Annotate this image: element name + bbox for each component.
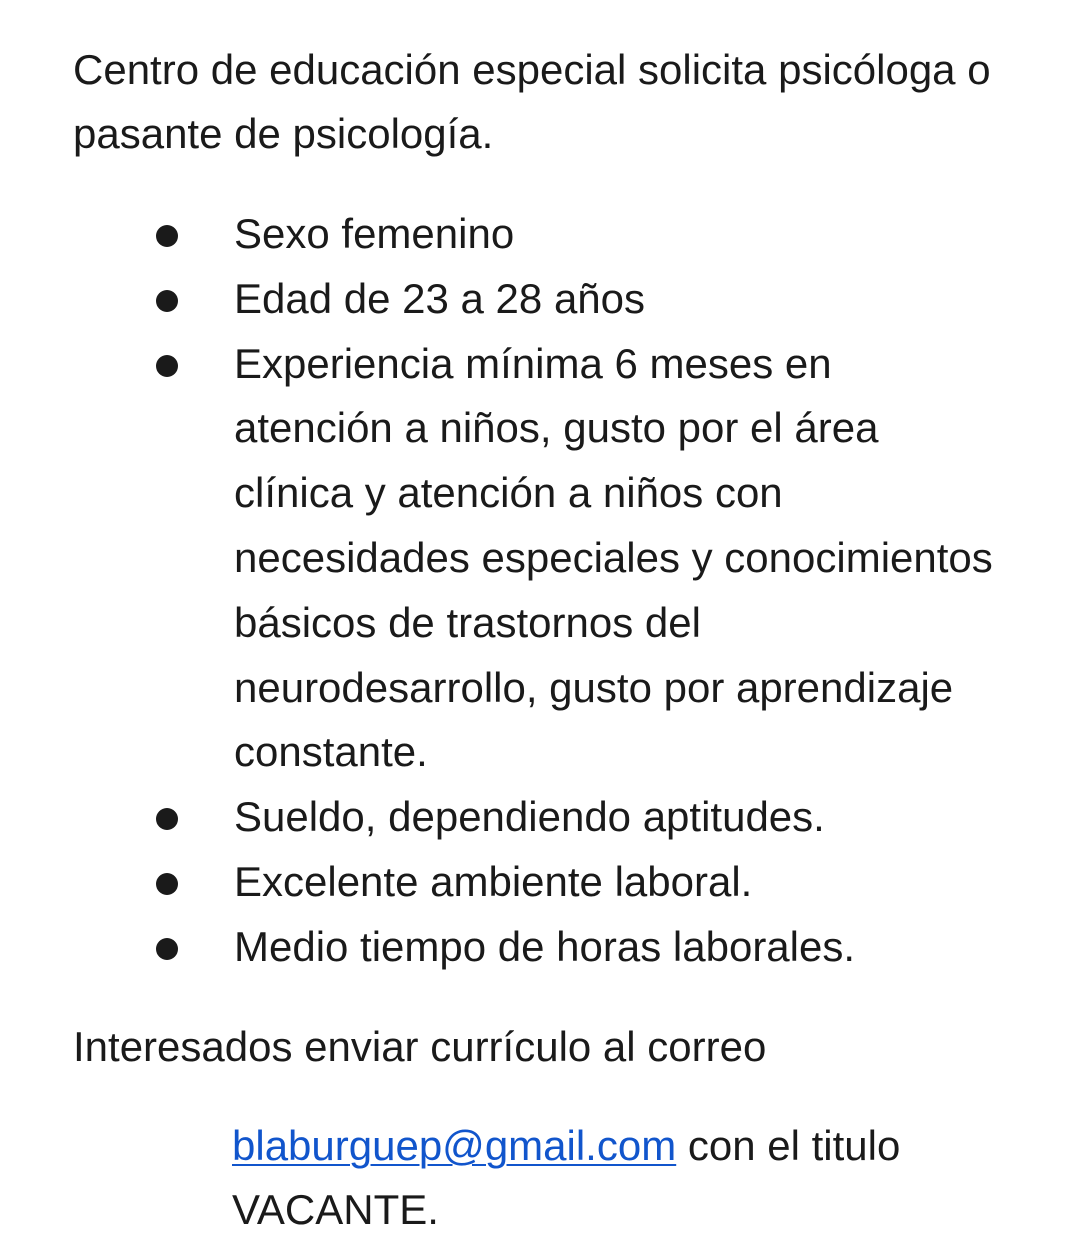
requirement-text: Experiencia mínima 6 meses en atención a niños, gusto por el área clínica y atención a niños con necesidades especiales y conocimientos básicos de trastornos del neurodesarrollo, gusto por aprendizaje constante. [234,339,993,776]
bullet-icon [156,225,178,247]
bullet-icon [156,873,178,895]
bullet-icon [156,808,178,830]
bullet-icon [156,290,178,312]
requirement-text: Edad de 23 a 28 años [234,274,646,322]
outro-paragraph: Interesados enviar currículo al correo [73,1023,767,1070]
email-link[interactable]: blaburguep@gmail.com [232,1122,677,1169]
list-item [0,332,994,786]
list-item [0,202,994,267]
requirements-list [0,202,1080,980]
contact-suffix: con el titulo VACANTE. [232,1122,901,1233]
list-item [0,850,994,915]
list-item [0,267,994,332]
contact-paragraph [232,1114,1032,1242]
list-item [0,915,994,980]
requirement-text: Sueldo, dependiendo aptitudes. [234,793,825,841]
requirement-text: Sexo femenino [234,210,515,257]
requirement-text: Medio tiempo de horas laborales. [234,922,856,970]
bullet-icon [156,938,178,960]
bullet-icon [156,355,178,377]
requirement-text: Excelente ambiente laboral. [234,857,753,905]
list-item [0,785,994,850]
intro-paragraph: Centro de educación especial solicita psicóloga o pasante de psicología. [73,46,991,157]
